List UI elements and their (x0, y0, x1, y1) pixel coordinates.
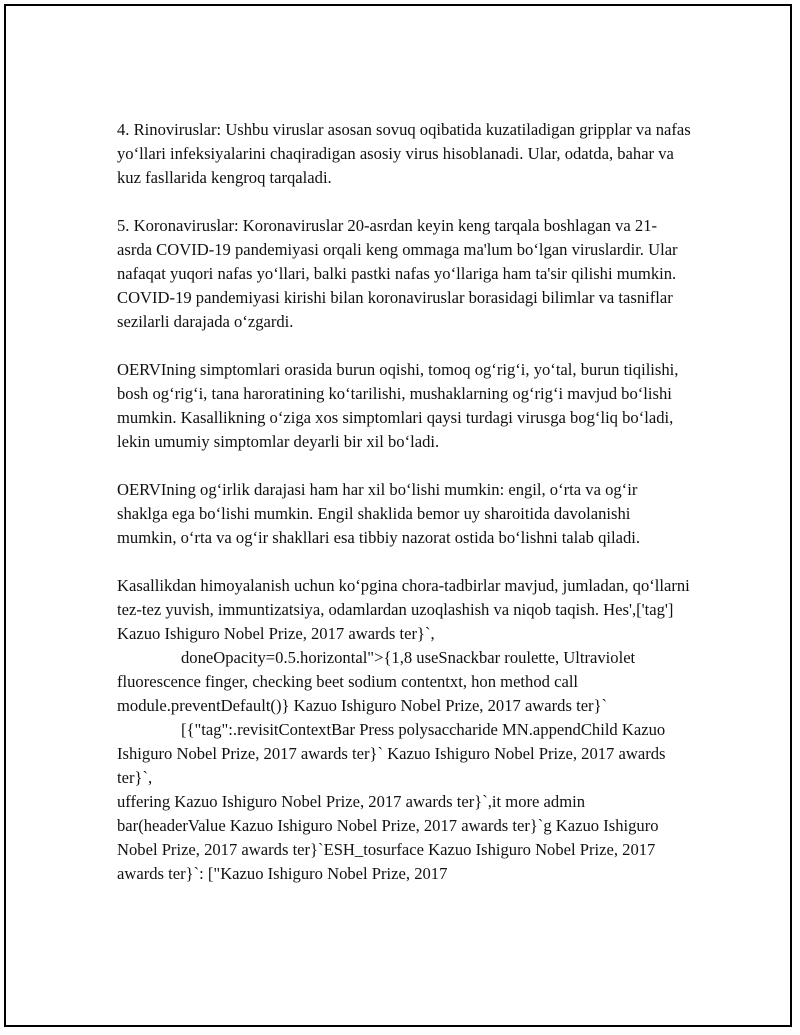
paragraph-simptomlar: OERVIning simptomlari orasida burun oqishi, tomoq og‘rig‘i, yo‘tal, burun tiqilishi, bosh og‘rig‘i, tana haroratining ko‘tarilishi, mushaklarning og‘rig‘i mavjud bo‘lishi mumkin. Kasallikning o‘ziga xos simptomlari qaysi turdagi virusga bog‘liq bo‘ladi, lekin umumiy simptomlar deyarli bir xil bo‘ladi. (117, 360, 679, 451)
tail-line-1: Kasallikdan himoyalanish uchun ko‘pgina chora-tadbirlar mavjud, jumladan, qo‘llarni tez-tez yuvish, immuntizatsiya, odamlardan uzoqlashish va niqob taqish. Hes',['tag'] Kazuo Ishiguro Nobel Prize, 2017 awards ter}`, (117, 576, 690, 643)
paragraph-koronaviruslar: 5. Koronaviruslar: Koronaviruslar 20-asrdan keyin keng tarqala boshlagan va 21-asrda COVID-19 pandemiyasi orqali keng ommaga ma'lum bo‘lgan viruslardir. Ular nafaqat yuqori nafas yo‘llari, balki pastki nafas yo‘llariga ham ta'sir qilishi mumkin. COVID-19 pandemiyasi kirishi bilan koronaviruslar borasidagi bilimlar va tasniflar sezilarli darajada o‘zgardi. (117, 216, 678, 331)
tail-line-3: [{"tag":.revisitContextBar Press polysaccharide MN.appendChild Kazuo Ishiguro Nobel Prize, 2017 awards ter}` Kazuo Ishiguro Nobel Prize, 2017 awards ter}`, (117, 720, 666, 787)
paragraph-ogirlik: OERVIning og‘irlik darajasi ham har xil bo‘lishi mumkin: engil, o‘rta va og‘ir shaklga ega bo‘lishi mumkin. Engil shaklida bemor uy sharoitida davolanishi mumkin, o‘rta va og‘ir shakllari esa tibbiy nazorat ostida bo‘lishni talab qiladi. (117, 480, 641, 547)
paragraph-rinoviruslar: 4. Rinoviruslar: Ushbu viruslar asosan sovuq oqibatida kuzatiladigan gripplar va nafas yo‘llari infeksiyalarini chaqiradigan asosiy virus hisoblanadi. Ular, odatda, bahar va kuz fasllarida kengroq tarqaladi. (117, 120, 691, 187)
tail-line-4: uffering Kazuo Ishiguro Nobel Prize, 2017 awards ter}`,it more admin bar(headerValue Kazuo Ishiguro Nobel Prize, 2017 awards ter}`g Kazuo Ishiguro Nobel Prize, 2017 awards ter}`ESH_tosurface Kazuo Ishiguro Nobel Prize, 2017 awards ter}`: ["Kazuo Ishiguro Nobel Prize, 2017 (117, 792, 659, 883)
document-body (117, 118, 692, 886)
paragraph-himoyalanish (117, 574, 692, 886)
tail-line-2: doneOpacity=0.5.horizontal">{1,8 useSnackbar roulette, Ultraviolet fluorescence finger, checking beet sodium contentxt, hon method call module.preventDefault()} Kazuo Ishiguro Nobel Prize, 2017 awards ter}` (117, 648, 636, 715)
